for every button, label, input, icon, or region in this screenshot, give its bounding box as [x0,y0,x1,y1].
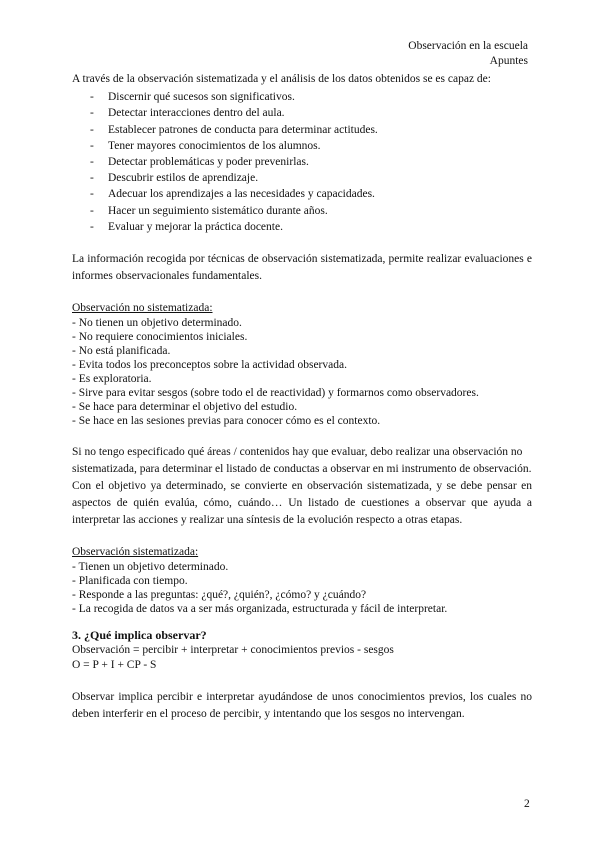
no-sistematizada-list [72,316,532,428]
list-item: - Detectar interacciones dentro del aula. [72,105,532,121]
page-header [408,39,528,68]
final-paragraph: Observar implica percibir e interpretar ayudándose de unos conocimientos previos, los cuales no deben interferir en el proceso de percibir, y intentando que los sesgos no intervengan. [72,691,532,721]
list-item: - La recogida de datos va a ser más organizada, estructurada y fácil de interpretar. [72,603,448,616]
list-item: - Responde a las preguntas: ¿qué?, ¿quién?, ¿cómo? y ¿cuándo? [72,589,367,602]
no-sistematizada-title: Observación no sistematizada: [72,302,213,315]
list-item: - Evita todos los preconceptos sobre la actividad observada. [72,359,347,372]
list-item: - Establecer patrones de conducta para determinar actitudes. [72,122,532,138]
list-item: - Hacer un seguimiento sistemático durante años. [72,203,532,219]
section-3-heading: 3. ¿Qué implica observar? [72,628,207,643]
list-item: - Es exploratoria. [72,373,152,386]
formula-line-2: O = P + I + CP - S [72,659,157,672]
objetivo-paragraph: Con el objetivo ya determinado, se convierte en observación sistematizada, y se debe pensar en aspectos de quién evalúa, cómo, cuándo… Un listado de cuestiones a observar que ayuda a interpretar las acciones y realizar una síntesis de la evolución respecto a otras etapas. [72,480,532,527]
list-item: - Adecuar los aprendizajes a las necesidades y capacidades. [72,186,532,202]
list-item: - No tienen un objetivo determinado. [72,317,242,330]
list-item: - Se hace para determinar el objetivo del estudio. [72,401,298,414]
areas-paragraph: Si no tengo especificado qué áreas / contenidos hay que evaluar, debo realizar una observación no sistematizada, para determinar el listado de conductas a observar en mi instrumento de observación. [72,446,532,476]
intro-paragraph: A través de la observación sistematizada y el análisis de los datos obtenidos se es capaz de: [72,73,491,85]
list-item: - Sirve para evitar sesgos (sobre todo el de reactividad) y formarnos como observadores. [72,387,479,400]
list-item: - Planificada con tiempo. [72,575,188,588]
list-item: - Tener mayores conocimientos de los alumnos. [72,138,532,154]
list-item: - Evaluar y mejorar la práctica docente. [72,219,532,235]
page-number: 2 [524,798,530,810]
list-item: - No requiere conocimientos iniciales. [72,331,248,344]
list-item: - Detectar problemáticas y poder prevenirlas. [72,154,532,170]
list-item: - Discernir qué sucesos son significativos. [72,89,532,105]
list-item: - Tienen un objetivo determinado. [72,561,229,574]
info-paragraph: La información recogida por técnicas de observación sistematizada, permite realizar evaluaciones e informes observacionales fundamentales. [72,253,532,283]
list-item: - Se hace en las sesiones previas para conocer cómo es el contexto. [72,415,381,428]
formula-line-1: Observación = percibir + interpretar + conocimientos previos - sesgos [72,644,394,657]
list-item: - Descubrir estilos de aprendizaje. [72,170,532,186]
sistematizada-list [72,560,532,616]
abilities-list [72,89,532,235]
list-item: - No está planificada. [72,345,171,358]
header-subtitle: Apuntes [489,54,528,67]
header-title: Observación en la escuela [408,40,528,52]
sistematizada-title: Observación sistematizada: [72,546,199,559]
page-content [72,72,532,723]
